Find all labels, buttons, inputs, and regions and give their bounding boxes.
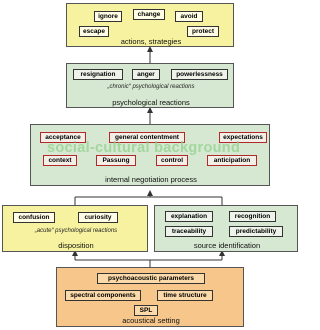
source-box bbox=[154, 205, 298, 252]
resignation-pill: resignation bbox=[73, 69, 123, 80]
actions-title: actions, strategies bbox=[120, 37, 182, 46]
expectations-pill: expectations bbox=[219, 132, 267, 143]
context-pill: context bbox=[43, 155, 77, 166]
powerlessness-pill: powerlessness bbox=[171, 69, 228, 80]
acoustical-title: acoustical setting bbox=[122, 316, 180, 325]
confusion-pill: confusion bbox=[13, 212, 55, 223]
psychological-box bbox=[66, 63, 234, 108]
passung-pill: Passung bbox=[96, 155, 136, 166]
psychoacoustic-parameters-pill: psychoacoustic parameters bbox=[97, 273, 205, 284]
spl-pill: SPL bbox=[134, 305, 158, 316]
internal-box bbox=[30, 124, 270, 186]
acoustical-box bbox=[56, 267, 244, 327]
change-pill: change bbox=[133, 9, 165, 20]
anger-pill: anger bbox=[132, 69, 160, 80]
acute-note: „acute“ psychological reactions bbox=[34, 228, 118, 234]
source-title: source identification bbox=[193, 241, 261, 250]
control-pill: control bbox=[156, 155, 188, 166]
recognition-pill: recognition bbox=[229, 211, 276, 222]
social-cultural-watermark: social-cultural background bbox=[47, 140, 241, 156]
general-contentment-pill: general contentment bbox=[109, 132, 185, 143]
disposition-box bbox=[2, 205, 148, 252]
escape-pill: escape bbox=[79, 26, 109, 37]
actions-box bbox=[66, 3, 234, 47]
explanation-pill: explanation bbox=[165, 211, 213, 222]
disposition-title: disposition bbox=[58, 241, 94, 250]
psychological-title: psychological reactions bbox=[112, 98, 190, 107]
curiosity-pill: curiosity bbox=[78, 212, 118, 223]
predictability-pill: predictability bbox=[229, 226, 283, 237]
spectral-components-pill: spectral components bbox=[65, 290, 141, 301]
anticipation-pill: anticipation bbox=[207, 155, 257, 166]
traceability-pill: traceability bbox=[165, 226, 213, 237]
time-structure-pill: time structure bbox=[157, 290, 213, 301]
ignore-pill: ignore bbox=[94, 11, 122, 22]
acceptance-pill: acceptance bbox=[40, 132, 86, 143]
protect-pill: protect bbox=[187, 26, 219, 37]
avoid-pill: avoid bbox=[175, 11, 203, 22]
internal-title: internal negotiation process bbox=[105, 175, 197, 184]
chronic-note: „chronic“ psychological reactions bbox=[107, 84, 195, 90]
